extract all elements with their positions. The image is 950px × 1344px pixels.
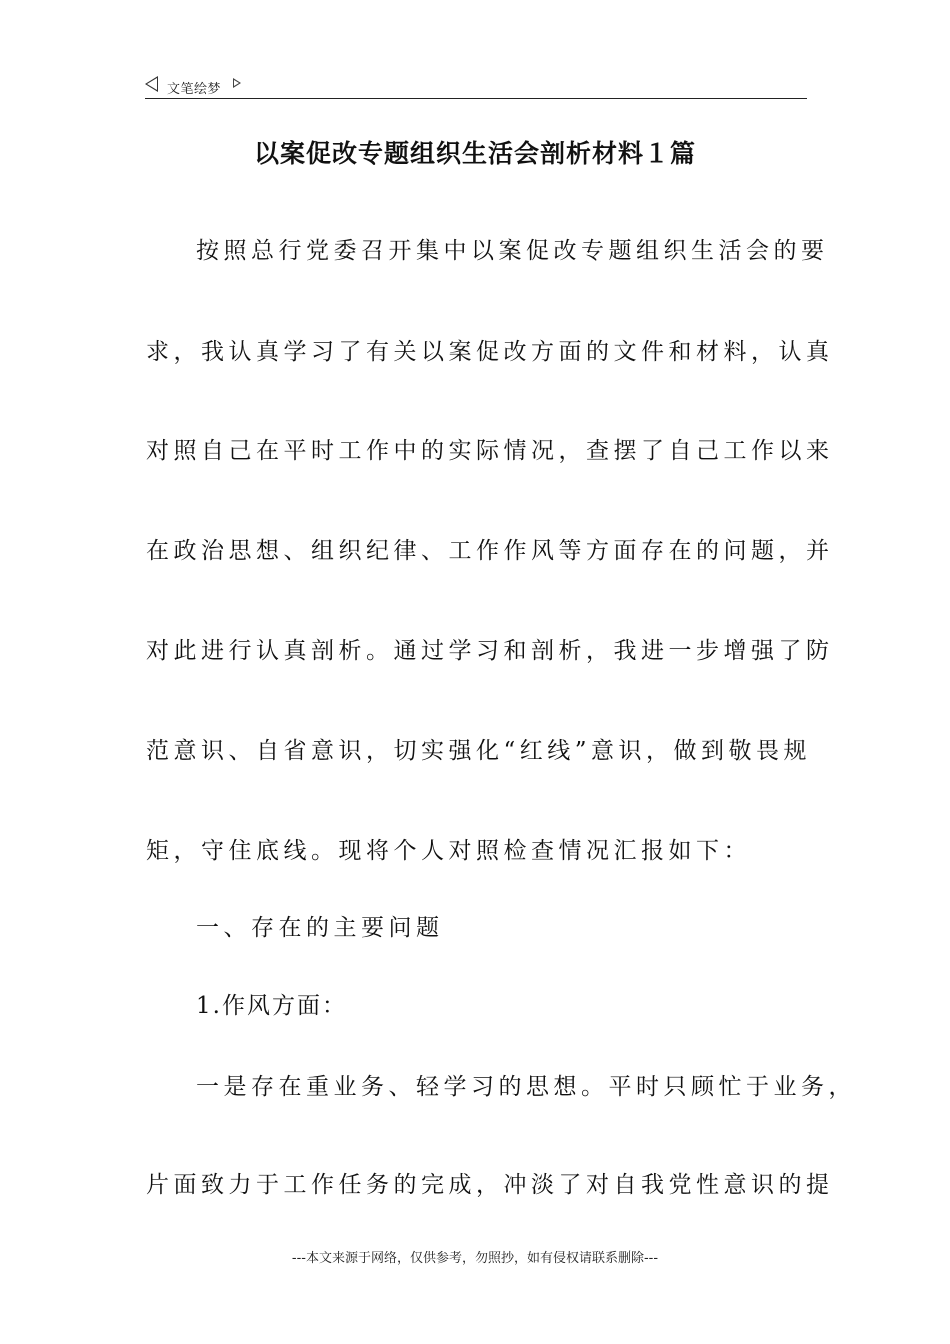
body-line-6: 范意识、自省意识，切实强化“红线”意识，做到敬畏规 [146,738,812,764]
body-line-3: 对照自己在平时工作中的实际情况，查摆了自己工作以来 [146,438,834,464]
body-line-10: 一是存在重业务、轻学习的思想。平时只顾忙于业务， [196,1074,856,1100]
body-line-7: 矩，守住底线。现将个人对照检查情况汇报如下： [146,838,751,864]
body-line-1: 按照总行党委召开集中以案促改专题组织生活会的要 [196,238,829,264]
document-title: 以案促改专题组织生活会剖析材料１篇 [253,139,696,168]
triangle-right-icon [233,78,241,88]
footer-notice: ---本文来源于网络，仅供参考，勿照抄，如有侵权请联系删除--- [291,1251,659,1266]
body-line-2: 求，我认真学习了有关以案促改方面的文件和材料，认真 [146,339,834,365]
section-heading: 一、存在的主要问题 [196,915,444,941]
subsection-heading: 1.作风方面： [196,993,347,1019]
header-brand: 文笔绘梦 [167,82,222,97]
body-line-4: 在政治思想、组织纪律、工作作风等方面存在的问题，并 [146,538,834,564]
body-line-11: 片面致力于工作任务的完成，冲淡了对自我党性意识的提 [146,1172,834,1198]
triangle-left-icon [145,76,158,92]
body-line-5: 对此进行认真剖析。通过学习和剖析，我进一步增强了防 [146,638,834,664]
page-header [145,70,807,99]
